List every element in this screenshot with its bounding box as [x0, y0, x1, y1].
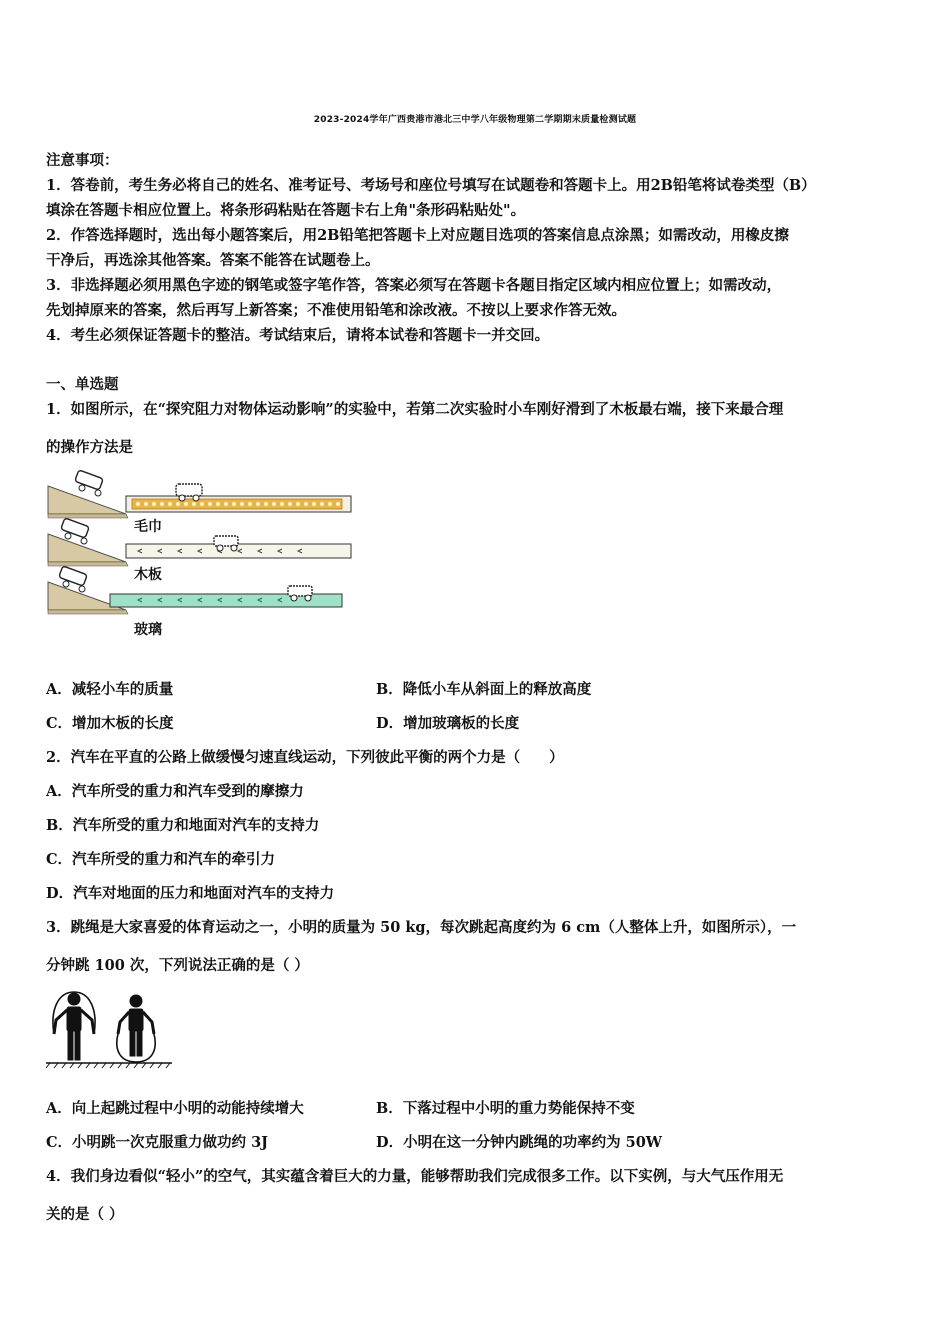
jumper-figure	[118, 995, 154, 1056]
q3-option-b: B．下落过程中小明的重力势能保持不变	[376, 1100, 635, 1117]
q2-stem: 2．汽车在平直的公路上做缓慢匀速直线运动，下列彼此平衡的两个力是（ ）	[46, 749, 564, 766]
q3-stem-line1: 3．跳绳是大家喜爱的体育运动之一，小明的质量为 50 kg，每次跳起高度约为 6 cm（人整体上升，如图所示），一	[46, 919, 797, 936]
ramp-wood	[48, 518, 351, 566]
q4-stem-line2: 关的是（ ）	[46, 1206, 124, 1223]
q3-figure-rope-skipping	[44, 990, 174, 1070]
q1-option-a: A．减轻小车的质量	[46, 681, 174, 698]
q3-option-a: A．向上起跳过程中小明的动能持续增大	[46, 1100, 304, 1117]
notice-line: 先划掉原来的答案，然后再写上新答案；不准使用铅笔和涂改液。不按以上要求作答无效。	[46, 302, 626, 319]
rope-line	[117, 1034, 155, 1062]
notice-line: 1．答卷前，考生务必将自己的姓名、准考证号、考场号和座位号填写在试题卷和答题卡上。用2B铅笔将试卷类型（B）	[46, 177, 816, 194]
q2-option-a: A．汽车所受的重力和汽车受到的摩擦力	[46, 783, 304, 800]
figure-label-towel: 毛巾	[134, 519, 162, 535]
ramp-glass	[48, 566, 342, 614]
q1-figure-ramps	[46, 466, 356, 644]
notice-line: 4．考生必须保证答题卡的整洁。考试结束后，请将本试卷和答题卡一并交回。	[46, 327, 550, 344]
notice-line: 3．非选择题必须用黑色字迹的钢笔或签字笔作答，答案必须写在答题卡各题目指定区域内相应位置上；如需改动，	[46, 277, 782, 294]
jumper-figure	[54, 993, 94, 1060]
q2-option-b: B．汽车所受的重力和地面对汽车的支持力	[46, 817, 320, 834]
q1-option-b: B．降低小车从斜面上的释放高度	[376, 681, 592, 698]
ramp-towel	[48, 470, 351, 518]
notice-heading: 注意事项：	[46, 152, 119, 169]
q1-stem-line1: 1．如图所示，在“探究阻力对物体运动影响”的实验中，若第二次实验时小车刚好滑到了木板最右端，接下来最合理	[46, 401, 784, 418]
figure-label-glass: 玻璃	[134, 622, 162, 638]
q2-option-d: D．汽车对地面的压力和地面对汽车的支持力	[46, 885, 335, 902]
q4-stem-line1: 4．我们身边看似“轻小”的空气，其实蕴含着巨大的力量，能够帮助我们完成很多工作。以下实例，与大气压作用无	[46, 1168, 784, 1185]
q1-option-d: D．增加玻璃板的长度	[376, 715, 520, 732]
section-heading: 一、单选题	[46, 376, 119, 393]
q1-option-c: C．增加木板的长度	[46, 715, 174, 732]
q3-option-d: D．小明在这一分钟内跳绳的功率约为 50W	[376, 1134, 663, 1151]
page-title: 2023-2024学年广西贵港市港北三中学八年级物理第二学期期末质量检测试题	[313, 115, 637, 125]
notice-line: 2．作答选择题时，选出每小题答案后，用2B铅笔把答题卡上对应题目选项的答案信息点涂黑；如需改动，用橡皮擦	[46, 227, 789, 244]
notice-line: 干净后，再选涂其他答案。答案不能答在试题卷上。	[46, 252, 380, 269]
q3-stem-line2: 分钟跳 100 次，下列说法正确的是（ ）	[46, 957, 309, 974]
notice-line: 填涂在答题卡相应位置上。将条形码粘贴在答题卡右上角"条形码粘贴处"。	[46, 202, 526, 219]
figure-label-wood: 木板	[134, 567, 162, 583]
q3-option-c: C．小明跳一次克服重力做功约 3J	[46, 1134, 269, 1151]
q2-option-c: C．汽车所受的重力和汽车的牵引力	[46, 851, 276, 868]
car-icon	[75, 470, 104, 496]
q1-stem-line2: 的操作方法是	[46, 439, 133, 456]
